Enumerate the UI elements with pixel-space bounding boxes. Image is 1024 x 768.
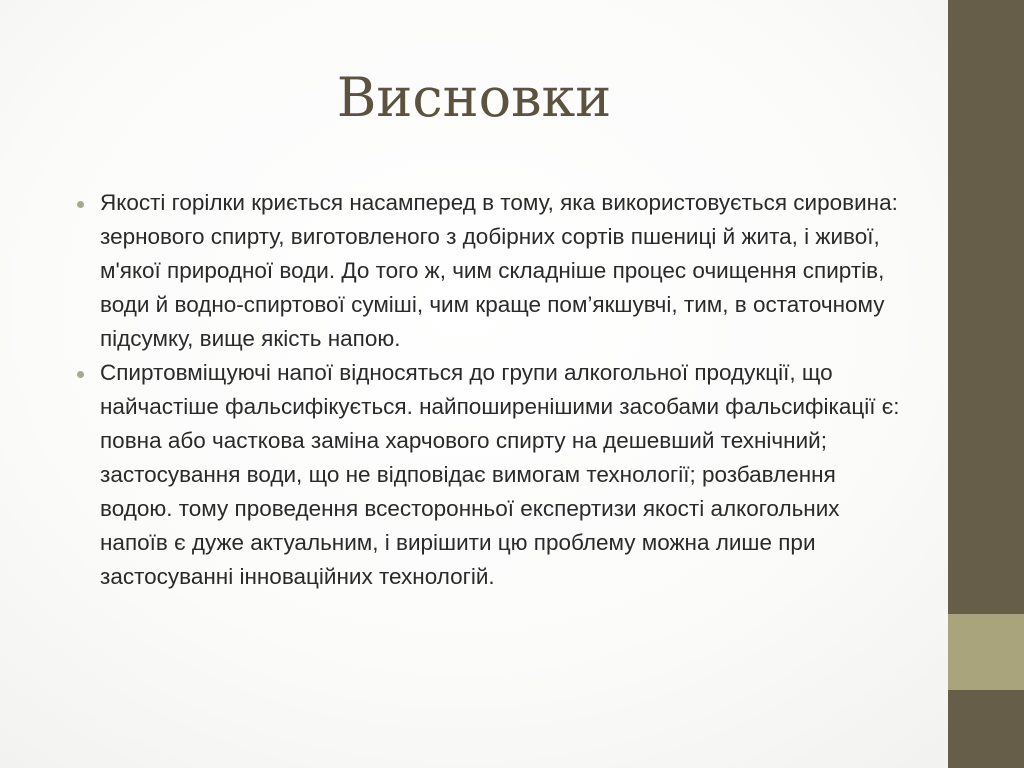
slide-title: Висновки — [336, 66, 612, 129]
bullet-list — [75, 186, 913, 594]
bullet-dot-icon — [77, 201, 84, 208]
bullet-dot-icon — [77, 371, 84, 378]
bullet-item — [75, 356, 913, 594]
side-decor-accent-square — [948, 614, 1024, 690]
bullet-item — [75, 186, 913, 356]
bullet-text: Якості горілки криється насамперед в тому, яка використовується сировина: зернового спирту, виготовленого з добірних сортів пшениці й жита, і живої, м'якої природної води. До того ж, чим складніше процес очищення спиртів, води й водно-спиртової суміші, чим краще пом’якшувчі, тим, в остаточному підсумку, вище якість напою. — [100, 190, 898, 351]
bullet-text: Спиртовміщуючі напої відносяться до групи алкогольної продукції, що найчастіше фальсифікується. найпоширенішими засобами фальсифікації є: повна або часткова заміна харчового спирту на дешевший технічний; застосування води, що не відповідає вимогам технології; розбавлення водою. тому проведення всесторонньої експертизи якості алкогольних напоїв є дуже актуальним, і вирішити цю проблему можна лише при застосуванні інноваційних технологій. — [100, 360, 900, 589]
